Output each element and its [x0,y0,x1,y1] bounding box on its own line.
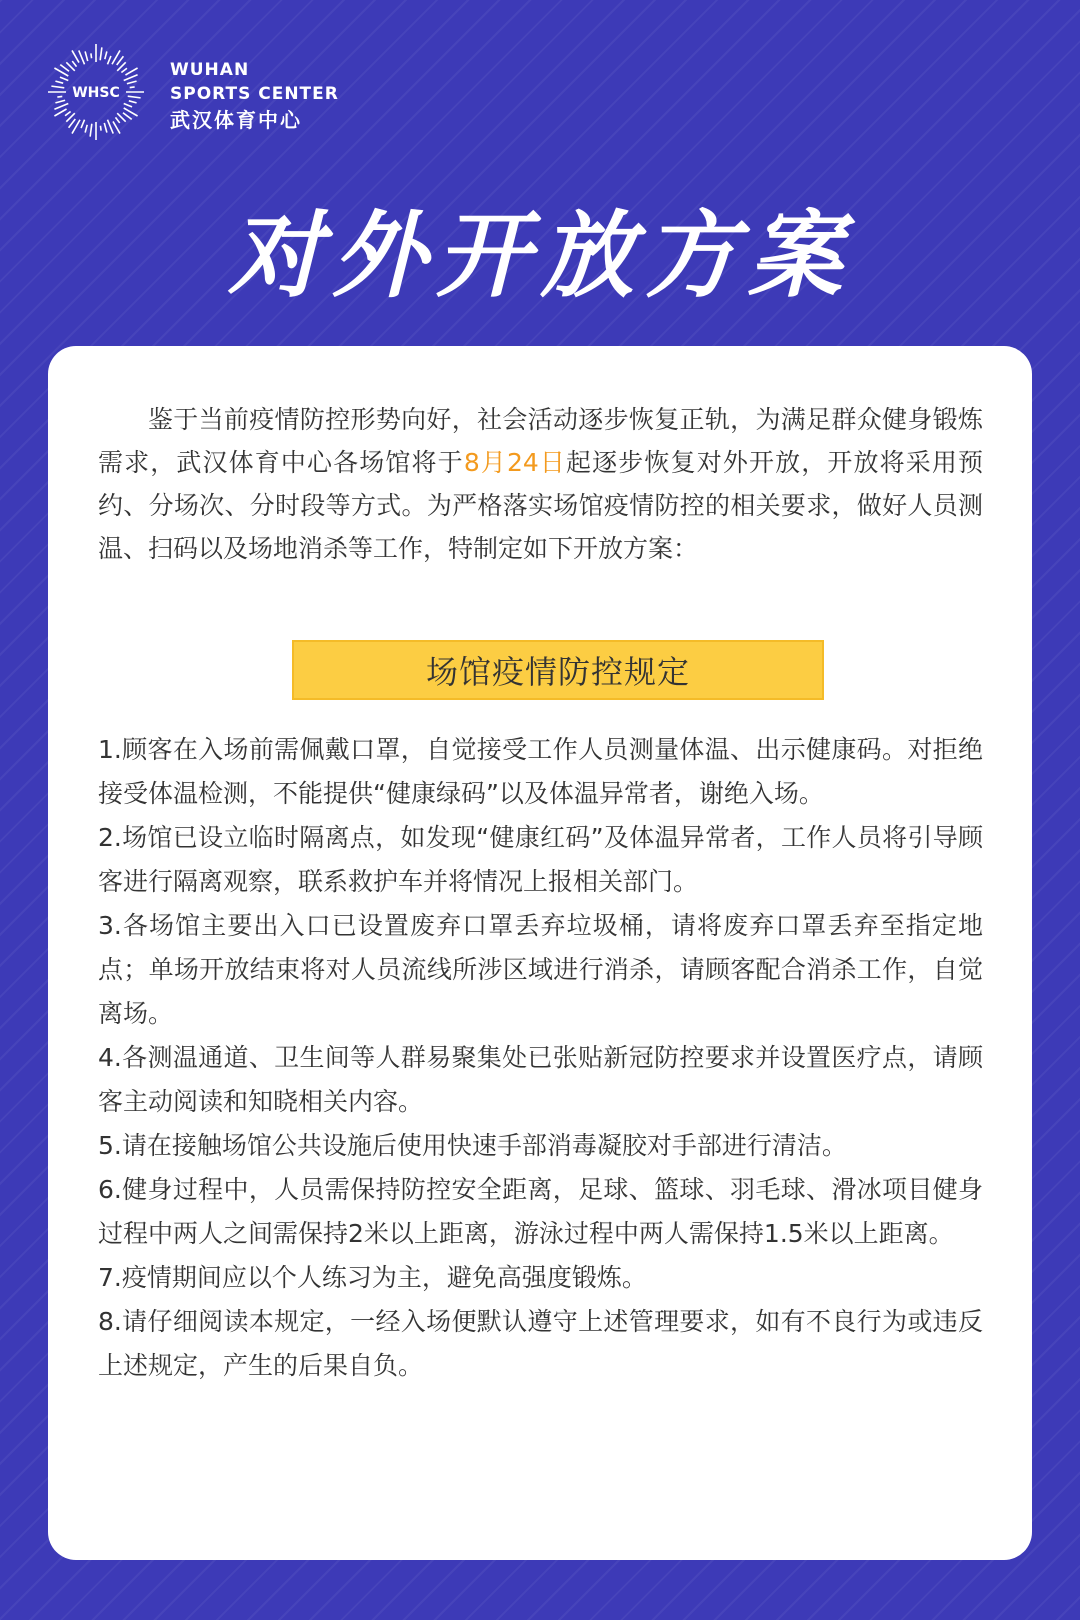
logo-ray [69,119,76,128]
logo-ray [91,53,92,58]
opening-date: 8月24日 [463,448,567,477]
logo-ray [129,101,137,103]
intro-text-before: 鉴于当前疫情防控形势向好，社会活动逐步恢复正轨，为满足群众健身锻炼需求，武汉体育中心各场馆将于 [98,405,983,477]
logo-line-sports-center: SPORTS CENTER [170,84,339,104]
logo-ray [57,96,62,97]
rule-item-8: 8.请仔细阅读本规定，一经入场便默认遵守上述管理要求，如有不良行为或违反上述规定，产生的后果自负。 [98,1307,983,1380]
logo-ray [55,81,63,83]
logo-ray [85,51,88,61]
logo-ray [107,120,113,134]
logo-ray [60,77,68,80]
logo-ray [128,96,141,98]
rule-item-7: 7.疫情期间应以个人练习为主，避免高强度锻炼。 [98,1263,647,1292]
rule-item-1: 1.顾客在入场前需佩戴口罩，自觉接受工作人员测量体温、出示健康码。对拒绝接受体温检测，不能提供“健康绿码”以及体温异常者，谢绝入场。 [98,735,983,808]
section-title-banner: 场馆疫情防控规定 [292,640,824,700]
logo-ray [100,47,102,60]
intro-paragraph [98,398,983,570]
rule-item-6: 6.健身过程中，人员需保持防控安全距离，足球、篮球、羽毛球、滑冰项目健身过程中两人之间需保持2米以上距离，游泳过程中两人需保持1.5米以上距离。 [98,1175,983,1248]
logo [46,42,356,142]
logo-text [170,58,339,134]
whsc-logo-icon [46,42,146,142]
logo-ray [117,56,124,65]
page-title: 对外开放方案 [227,202,852,311]
rule-item-3: 3.各场馆主要出入口已设置废弃口罩丢弃垃圾桶，请将废弃口罩丢弃至指定地点；单场开放结束将对人员流线所涉区域进行消杀，请顾客配合消杀工作，自觉离场。 [98,911,983,1028]
content-card [48,346,1032,1560]
logo-ray [85,125,87,133]
rules-list [98,728,983,1388]
logo-ray [81,120,84,128]
logo-ray [100,126,101,131]
logo-ray [124,103,132,106]
logo-ray [51,86,64,88]
logo-ray [72,50,79,62]
logo-ray [130,87,135,88]
intro-text-after: 起逐步恢复对外开放，开放将采用预约、分场次、分时段等方式。为严格落实场馆疫情防控的相关要求，做好人员测温、扫码以及场地消杀等工作，特制定如下开放方案： [98,448,983,563]
logo-ray [65,111,71,115]
logo-ray [55,100,65,103]
logo-ray [124,75,138,81]
logo-ray [113,121,120,133]
logo-ray [127,81,137,84]
logo-ray [60,65,69,72]
logo-mark-text: WHSC [72,85,120,101]
logo-ray [107,56,110,64]
logo-ray [115,117,119,123]
logo-ray [79,50,85,64]
logo-ray [90,124,92,137]
logo-ray [54,103,68,109]
rule-item-2: 2.场馆已设立临时隔离点，如发现“健康红码”及体温异常者，工作人员将引导顾客进行隔离观察，联系救护车并将情况上报相关部门。 [98,823,983,896]
logo-ray [54,109,66,116]
logo-line-chinese-name: 武汉体育中心 [170,108,302,132]
logo-ray [104,123,107,133]
rule-item-5: 5.请在接触场馆公共设施后使用快速手部消毒凝胶对手部进行清洁。 [98,1131,847,1160]
rule-item-4: 4.各测温通道、卫生间等人群易聚集处已张贴新冠防控要求并设置医疗点，请顾客主动阅读和知晓相关内容。 [98,1043,983,1116]
logo-ray [105,51,107,59]
logo-ray [72,61,76,67]
logo-line-wuhan: WUHAN [170,60,250,80]
logo-ray [121,68,127,72]
logo-ray [123,113,132,120]
logo-ray [125,68,137,75]
